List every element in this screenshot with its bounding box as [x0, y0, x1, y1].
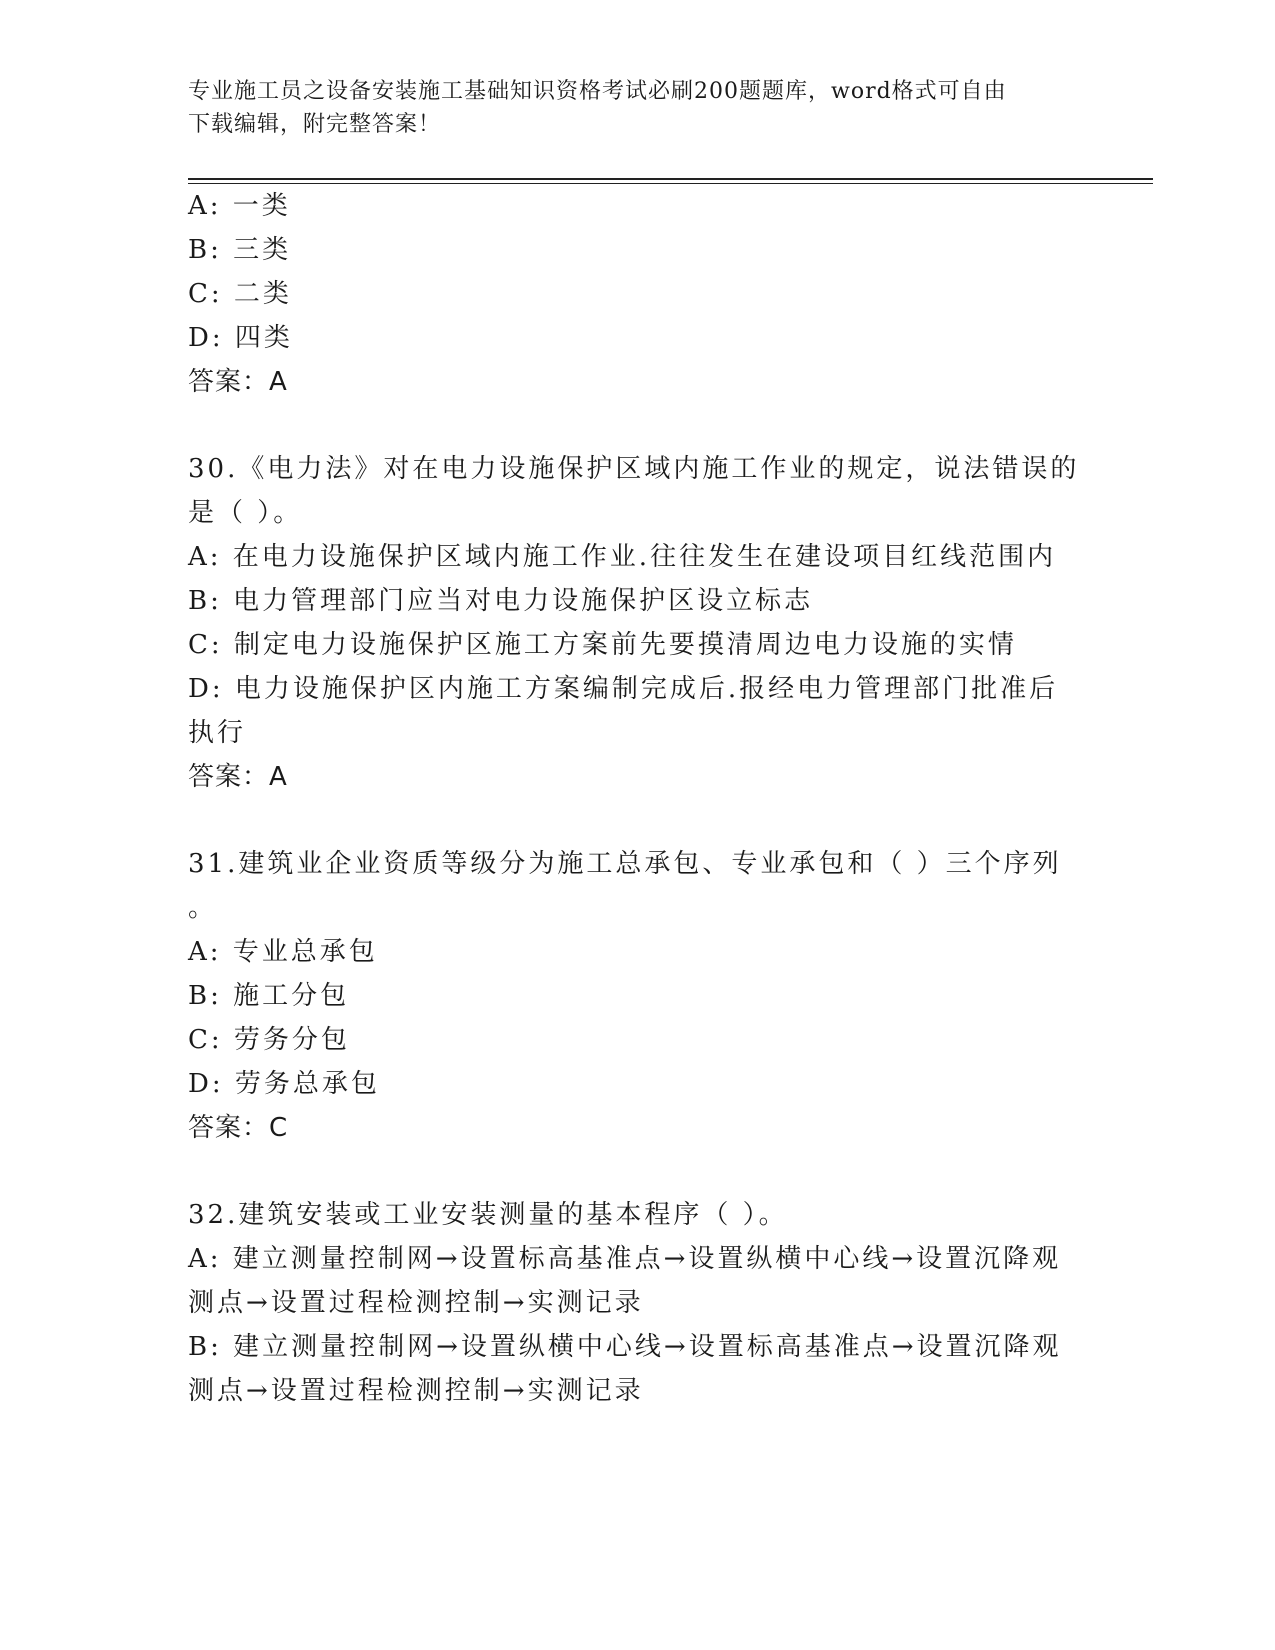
q30-stem-line-2: 是（ ）。 — [188, 498, 303, 528]
q30-option-a: A: 在电力设施保护区域内施工作业.往往发生在建设项目红线范围内 — [188, 542, 1057, 572]
q31-option-c: C: 劳务分包 — [188, 1025, 350, 1055]
header-line-2: 下载编辑，附完整答案！ — [188, 112, 442, 137]
q30-option-b: B: 电力管理部门应当对电力设施保护区设立标志 — [188, 586, 814, 616]
header-rule-thin — [188, 183, 1153, 184]
q30-answer: 答案：A — [188, 762, 288, 792]
q29-answer: 答案：A — [188, 367, 288, 397]
header-line-1: 专业施工员之设备安装施工基础知识资格考试必刷200题题库，word格式可自由 — [188, 79, 1007, 104]
q32-option-a-line-1: A: 建立测量控制网→设置标高基准点→设置纵横中心线→设置沉降观 — [188, 1244, 1062, 1274]
q32-stem-line-1: 32.建筑安装或工业安装测量的基本程序（ ）。 — [188, 1200, 788, 1230]
q30-stem-line-1: 30.《电力法》对在电力设施保护区域内施工作业的规定，说法错误的 — [188, 454, 1080, 484]
q31-option-a: A: 专业总承包 — [188, 937, 378, 967]
document-header — [188, 75, 1088, 141]
q31-stem-line-1: 31.建筑业企业资质等级分为施工总承包、专业承包和（ ）三个序列 — [188, 849, 1062, 879]
q32-option-b-line-1: B: 建立测量控制网→设置纵横中心线→设置标高基准点→设置沉降观 — [188, 1332, 1062, 1362]
q30-option-d-line-2: 执行 — [188, 718, 247, 748]
q31-option-d: D: 劳务总承包 — [188, 1069, 380, 1099]
q29-option-d: D: 四类 — [188, 323, 293, 353]
q30-option-c: C: 制定电力设施保护区施工方案前先要摸清周边电力设施的实情 — [188, 630, 1017, 660]
q29-option-c: C: 二类 — [188, 279, 292, 309]
q29-option-b: B: 三类 — [188, 235, 292, 265]
q31-stem-line-2: 。 — [188, 893, 218, 923]
q32-option-b-line-2: 测点→设置过程检测控制→实测记录 — [188, 1376, 644, 1406]
q32-option-a-line-2: 测点→设置过程检测控制→实测记录 — [188, 1288, 644, 1318]
q31-option-b: B: 施工分包 — [188, 981, 350, 1011]
q29-option-a: A: 一类 — [188, 191, 291, 221]
q31-answer: 答案：C — [188, 1113, 289, 1143]
header-rule-thick — [188, 178, 1153, 180]
q30-option-d-line-1: D: 电力设施保护区内施工方案编制完成后.报经电力管理部门批准后 — [188, 674, 1059, 704]
